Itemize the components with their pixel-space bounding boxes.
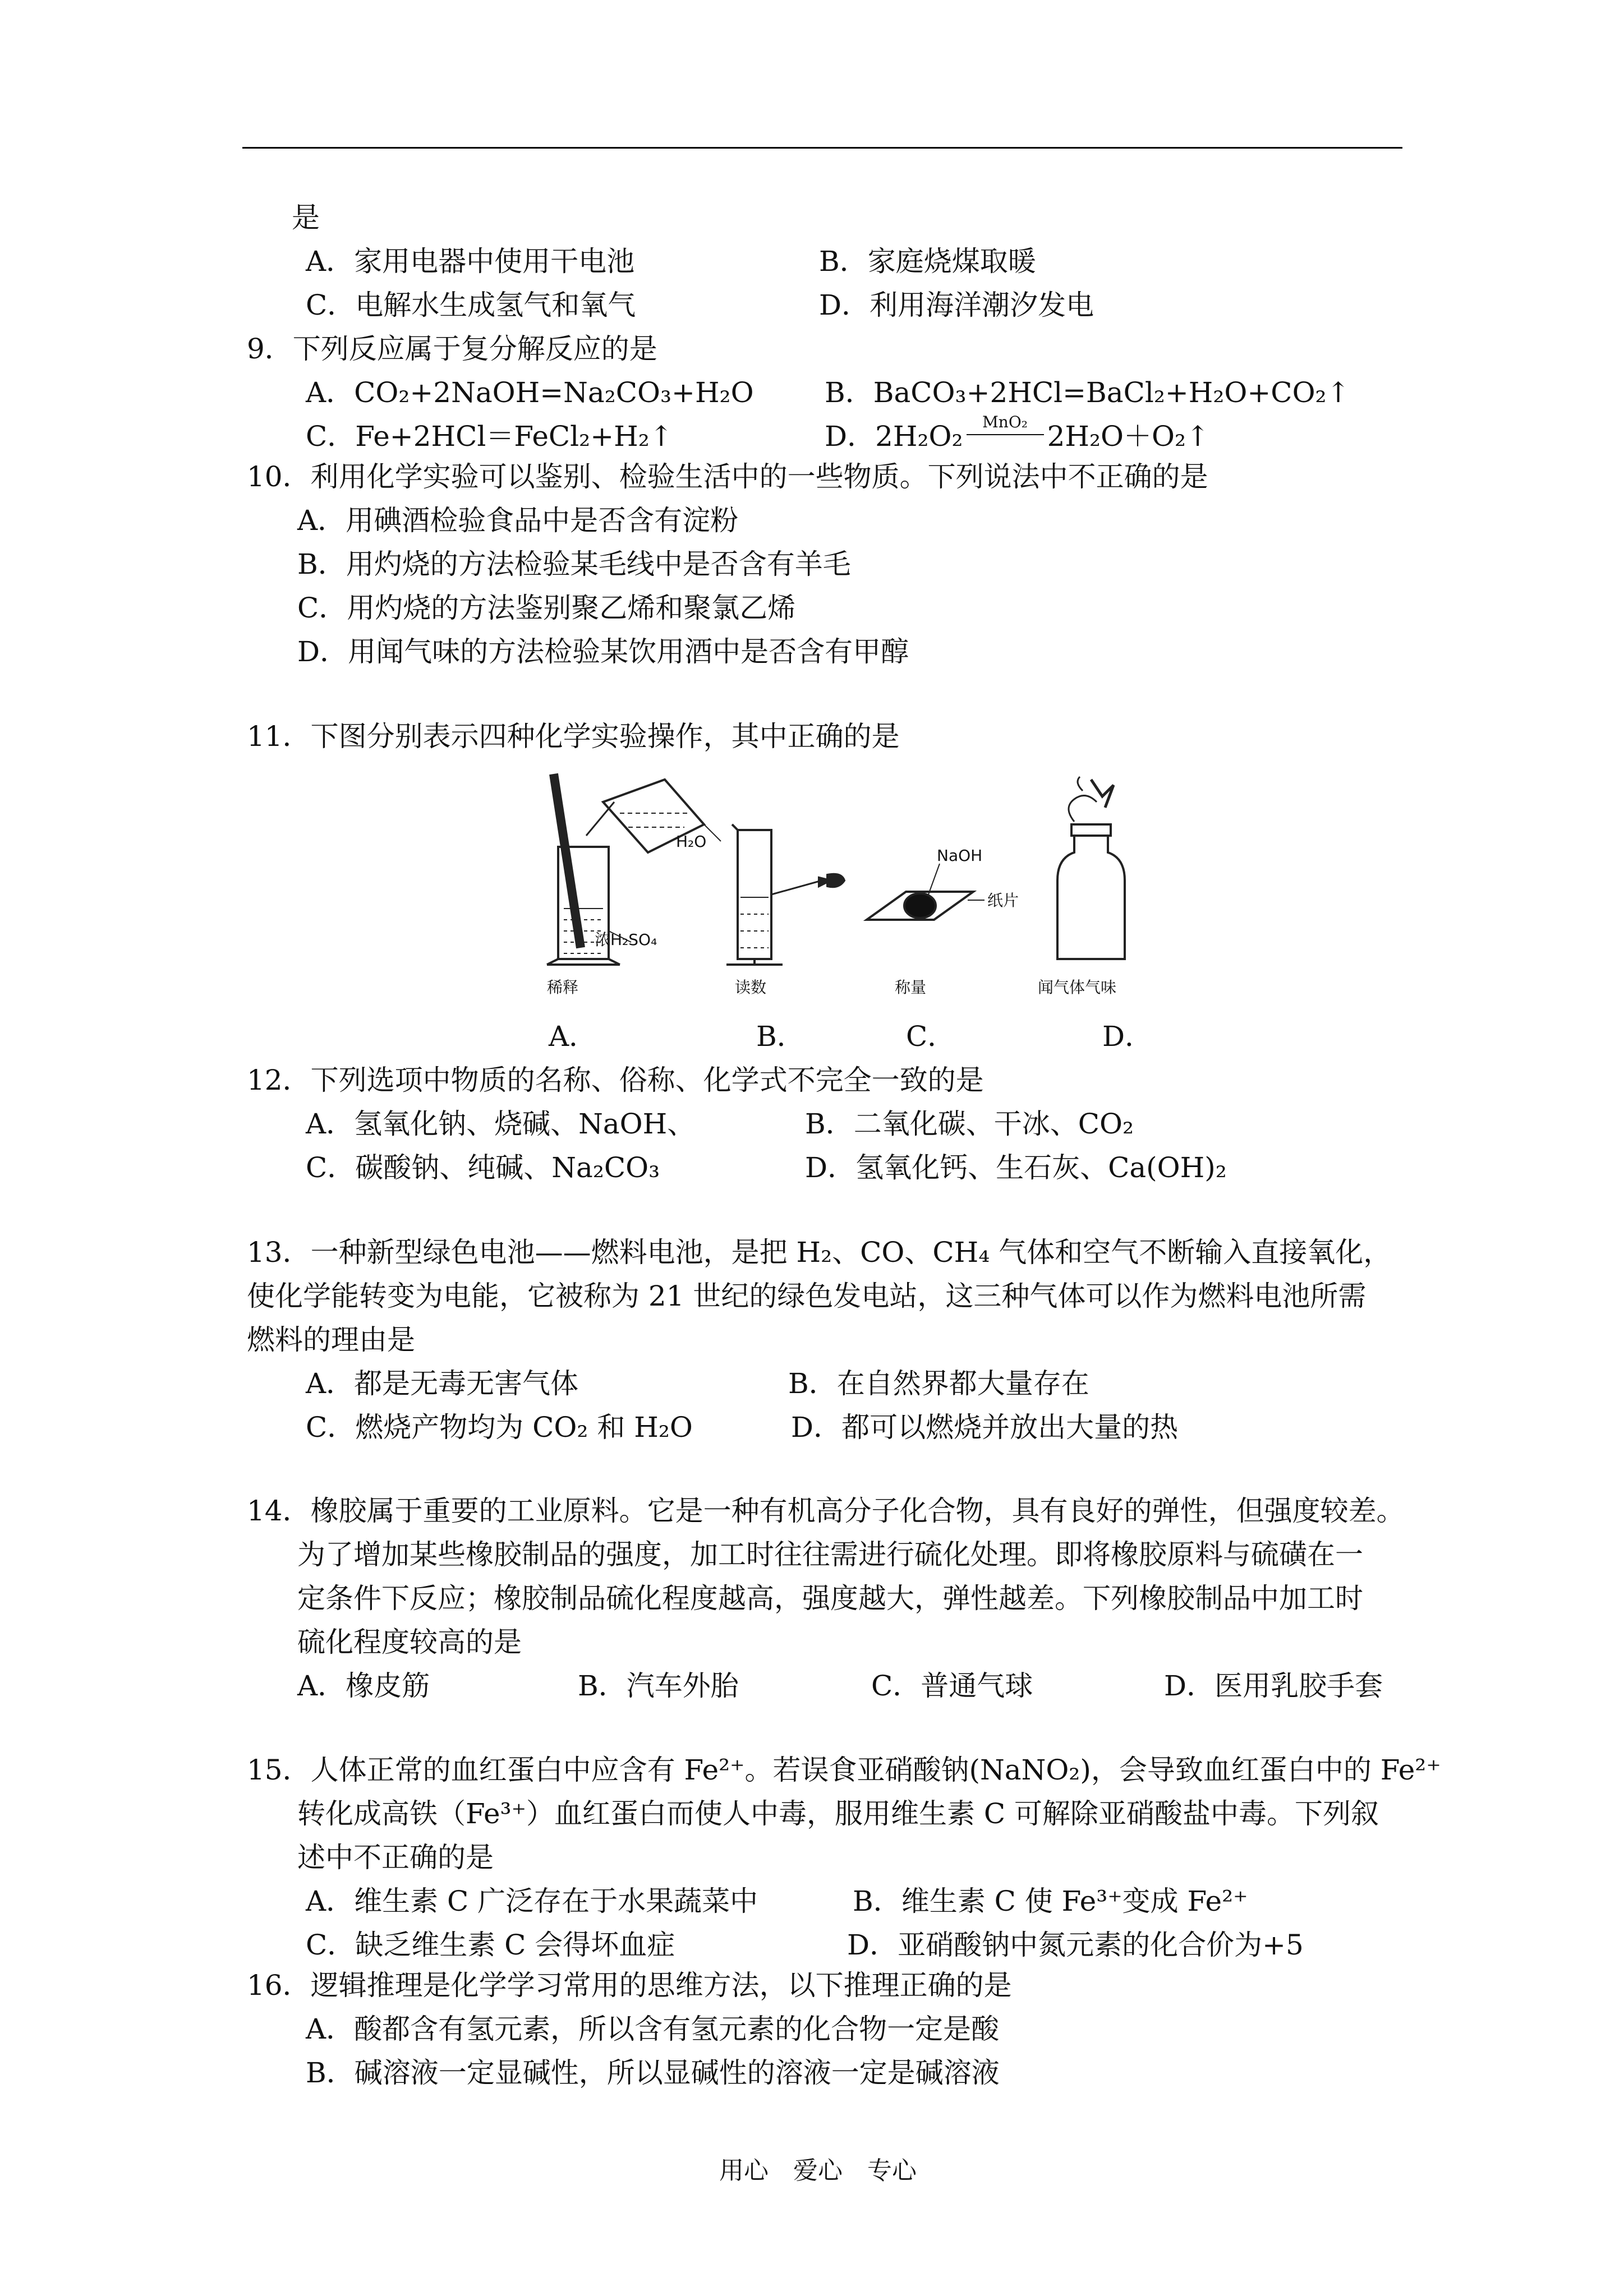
q10-option-c: C．用灼烧的方法鉴别聚乙烯和聚氯乙烯	[297, 592, 796, 624]
q9-d-reactant: D．2H₂O₂	[825, 420, 963, 453]
q16-stem: 16．逻辑推理是化学学习常用的思维方法，以下推理正确的是	[247, 1969, 1012, 2002]
q11-option-d: D．	[1102, 1020, 1153, 1053]
continuation-text: 是	[292, 201, 320, 234]
q15-option-a: A．维生素 C 广泛存在于水果蔬菜中	[306, 1885, 758, 1917]
q14-line3: 定条件下反应；橡胶制品硫化程度越高，强度越大，弹性越差。下列橡胶制品中加工时	[297, 1582, 1363, 1615]
q13-option-c: C．燃烧产物均为 CO₂ 和 H₂O	[306, 1411, 693, 1444]
q10-option-b: B．用灼烧的方法检验某毛线中是否含有羊毛	[297, 548, 851, 580]
q12-option-c: C．碳酸钠、纯碱、Na₂CO₃	[306, 1151, 660, 1184]
q15-option-b: B．维生素 C 使 Fe³⁺变成 Fe²⁺	[853, 1885, 1248, 1917]
q9-d-product: 2H₂O＋O₂↑	[1047, 420, 1209, 453]
q8-option-c: C．电解水生成氢气和氧气	[306, 289, 636, 321]
q10-stem: 10．利用化学实验可以鉴别、检验生活中的一些物质。下列说法中不正确的是	[247, 460, 1208, 493]
caption-dilution: 稀释	[547, 978, 579, 997]
q14-line1: 14．橡胶属于重要的工业原料。它是一种有机高分子化合物，具有良好的弹性，但强度较差。	[247, 1495, 1405, 1527]
q14-line2: 为了增加某些橡胶制品的强度，加工时往往需进行硫化处理。即将橡胶原料与硫磺在一	[297, 1538, 1363, 1571]
q14-line4: 硫化程度较高的是	[297, 1626, 522, 1658]
q13-line1: 13．一种新型绿色电池——燃料电池，是把 H₂、CO、CH₄ 气体和空气不断输入直接氧化，	[247, 1236, 1392, 1269]
q9-option-d	[825, 413, 1209, 453]
smelling-diagram	[1057, 777, 1125, 959]
q9-option-b: B．BaCO₃+2HCl=BaCl₂+H₂O+CO₂↑	[825, 376, 1350, 409]
reading-diagram	[726, 824, 844, 965]
label-naoh: NaOH	[937, 846, 983, 865]
q13-option-d: D．都可以燃烧并放出大量的热	[791, 1411, 1179, 1444]
header-rule	[242, 147, 1402, 149]
q10-option-d: D．用闻气味的方法检验某饮用酒中是否含有甲醇	[297, 635, 909, 668]
lab-operations-figure	[536, 768, 1164, 1004]
caption-smelling: 闻气体气味	[1038, 978, 1117, 997]
q13-option-b: B．在自然界都大量存在	[788, 1367, 1089, 1400]
label-h2o: H₂O	[676, 832, 707, 851]
q9-d-catalyst-arrow	[963, 413, 1047, 453]
q15-line2: 转化成高铁（Fe³⁺）血红蛋白而使人中毒，服用维生素 C 可解除亚硝酸盐中毒。下列叙	[297, 1797, 1379, 1830]
q8-option-d: D．利用海洋潮汐发电	[819, 289, 1094, 321]
q12-option-a: A．氢氧化钠、烧碱、NaOH、	[306, 1108, 696, 1140]
q15-line3: 述中不正确的是	[297, 1841, 494, 1874]
q8-option-b: B．家庭烧煤取暖	[819, 245, 1036, 278]
q16-option-b: B．碱溶液一定显碱性，所以显碱性的溶液一定是碱溶液	[306, 2057, 1000, 2089]
q11-stem: 11．下图分别表示四种化学实验操作，其中正确的是	[247, 720, 900, 753]
caption-reading: 读数	[735, 978, 767, 997]
label-conc-h2so4: 浓H₂SO₄	[595, 930, 657, 949]
q12-option-b: B．二氧化碳、干冰、CO₂	[805, 1108, 1134, 1140]
caption-weighing: 称量	[895, 978, 927, 997]
q14-option-b: B．汽车外胎	[578, 1670, 739, 1702]
q11-option-a: A．	[549, 1020, 597, 1053]
weighing-diagram	[867, 864, 984, 920]
q11-option-c: C．	[906, 1020, 956, 1053]
page-footer: 用心 爱心 专心	[719, 2156, 917, 2185]
q9-option-a: A．CO₂+2NaOH=Na₂CO₃+H₂O	[306, 376, 754, 409]
q14-option-a: A．橡皮筋	[297, 1670, 430, 1702]
q15-option-c: C．缺乏维生素 C 会得坏血症	[306, 1929, 675, 1961]
q16-option-a: A．酸都含有氢元素，所以含有氢元素的化合物一定是酸	[306, 2013, 1000, 2045]
q15-option-d: D．亚硝酸钠中氮元素的化合价为+5	[847, 1929, 1304, 1961]
q13-line3: 燃料的理由是	[247, 1324, 415, 1356]
q14-option-c: C．普通气球	[871, 1670, 1033, 1702]
q9-d-catalyst: MnO₂	[982, 413, 1028, 431]
q12-stem: 12．下列选项中物质的名称、俗称、化学式不完全一致的是	[247, 1064, 984, 1096]
q13-line2: 使化学能转变为电能，它被称为 21 世纪的绿色发电站，这三种气体可以作为燃料电池所需	[247, 1280, 1367, 1312]
q9-option-c: C．Fe+2HCl＝FeCl₂+H₂↑	[306, 420, 673, 453]
q8-option-a: A．家用电器中使用干电池	[306, 245, 635, 278]
q15-line1: 15．人体正常的血红蛋白中应含有 Fe²⁺。若误食亚硝酸钠(NaNO₂)，会导致血红蛋白中的 Fe²⁺	[247, 1754, 1441, 1786]
q9-stem: 9．下列反应属于复分解反应的是	[247, 333, 657, 365]
q11-option-b: B．	[756, 1020, 805, 1053]
label-paper: 纸片	[987, 891, 1019, 910]
q12-option-d: D．氢氧化钙、生石灰、Ca(OH)₂	[805, 1151, 1227, 1184]
q10-option-a: A．用碘酒检验食品中是否含有淀粉	[297, 504, 739, 537]
q13-option-a: A．都是无毒无害气体	[306, 1367, 579, 1400]
q14-option-d: D．医用乳胶手套	[1164, 1670, 1383, 1702]
